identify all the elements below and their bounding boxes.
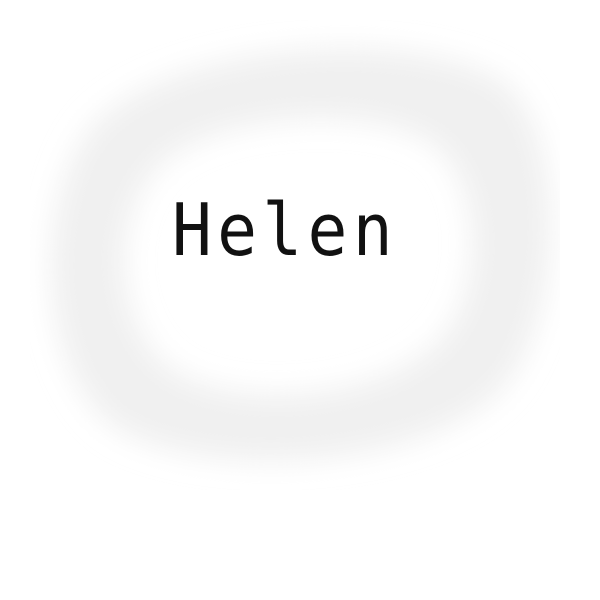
name-text: Helen bbox=[172, 188, 398, 272]
